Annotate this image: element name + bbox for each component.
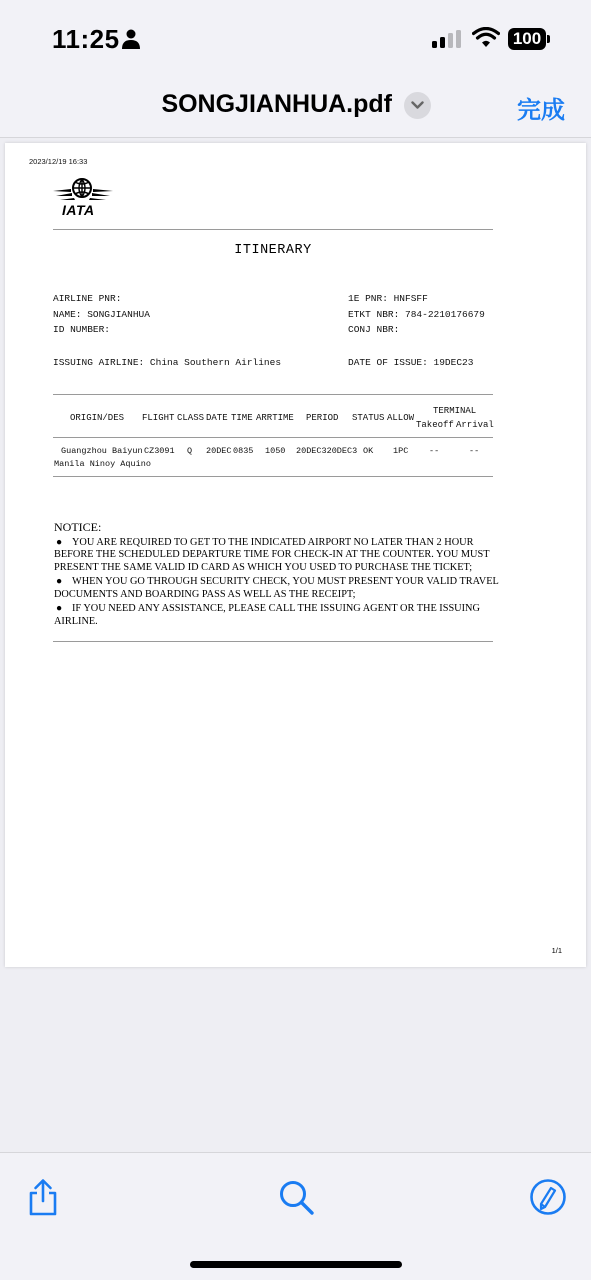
passenger-name: NAME: SONGJIANHUA (53, 309, 150, 320)
cell-origin: Guangzhou Baiyun (61, 446, 143, 456)
col-arrtime: ARRTIME (256, 413, 294, 423)
markup-icon[interactable] (528, 1177, 568, 1217)
cell-arrtime: 1050 (265, 446, 286, 456)
col-time: TIME (231, 413, 253, 423)
person-icon (122, 29, 140, 49)
page-number: 1/1 (551, 946, 562, 955)
iata-logo (53, 177, 113, 219)
title-menu-button[interactable] (404, 92, 431, 119)
col-date: DATE (206, 413, 228, 423)
status-bar (0, 0, 591, 78)
notice-item: ● WHEN YOU GO THROUGH SECURITY CHECK, YOU MUST PRESENT YOUR VALID TRAVEL DOCUMENTS AND BOARDING PASS AS WELL AS THE RECEIPT; (54, 576, 499, 600)
cell-time: 0835 (233, 446, 254, 456)
col-status: STATUS (352, 413, 385, 423)
notice-item: ● IF YOU NEED ANY ASSISTANCE, PLEASE CALL THE ISSUING AGENT OR THE ISSUING AIRLINE. (54, 603, 480, 627)
cell-date: 20DEC (206, 446, 232, 456)
notice-bottom-rule (53, 641, 493, 642)
table-header-rule (53, 437, 493, 438)
battery-level: 100 (508, 28, 546, 50)
status-time: 11:25 (52, 24, 120, 54)
col-origin-des: ORIGIN/DES (70, 413, 125, 423)
cell-allow: 1PC (393, 446, 409, 456)
col-period: PERIOD (306, 413, 339, 423)
logo-text: IATA (62, 202, 95, 218)
col-takeoff: Takeoff (416, 420, 454, 430)
col-allow: ALLOW (387, 413, 415, 423)
table-top-rule (53, 394, 493, 395)
cell-class: Q (187, 446, 193, 456)
notice-section (54, 521, 504, 630)
home-indicator[interactable] (190, 1261, 402, 1268)
1e-pnr: 1E PNR: HNFSFF (348, 293, 428, 304)
table-bottom-rule (53, 476, 493, 477)
notice-item: ● YOU ARE REQUIRED TO GET TO THE INDICATED AIRPORT NO LATER THAN 2 HOUR BEFORE THE SCHEDULED DEPARTURE TIME FOR CHECK-IN AT THE COUNTER. YOU MUST PRESENT THE SAME VALID ID CARD AS WHICH YOU USED TO PURCHASE THE TICKET; (54, 536, 490, 573)
airline-pnr: AIRLINE PNR: (53, 293, 122, 304)
col-class: CLASS (177, 413, 205, 423)
print-timestamp: 2023/12/19 16:33 (29, 157, 88, 166)
pdf-page[interactable] (5, 143, 586, 967)
col-terminal: TERMINAL (433, 406, 477, 416)
cell-flight: CZ3091 (144, 446, 175, 456)
col-arrival: Arrival (456, 420, 494, 430)
divider (53, 229, 493, 230)
battery-icon (508, 28, 550, 50)
share-icon[interactable] (23, 1177, 63, 1217)
cell-arrival: -- (469, 446, 480, 456)
signal-icon (432, 30, 462, 48)
document-title[interactable]: SONGJIANHUA.pdf (161, 90, 392, 118)
chevron-down-icon (411, 101, 424, 110)
nav-bar (0, 78, 591, 138)
notice-title: NOTICE: (54, 520, 102, 534)
id-number: ID NUMBER: (53, 324, 111, 335)
wifi-icon (472, 27, 500, 49)
date-of-issue: DATE OF ISSUE: 19DEC23 (348, 357, 474, 368)
cell-period: 20DEC320DEC3 (296, 446, 358, 456)
search-icon[interactable] (276, 1177, 316, 1217)
cell-destination: Manila Ninoy Aquino (54, 459, 151, 469)
document-heading: ITINERARY (234, 243, 312, 258)
col-flight: FLIGHT (142, 413, 175, 423)
issuing-airline: ISSUING AIRLINE: China Southern Airlines (53, 357, 282, 368)
globe-icon (53, 177, 113, 205)
conj-number: CONJ NBR: (348, 324, 400, 335)
etkt-number: ETKT NBR: 784-2210176679 (348, 309, 485, 320)
done-button[interactable]: 完成 (517, 96, 565, 124)
cell-status: OK (363, 446, 374, 456)
cell-takeoff: -- (429, 446, 440, 456)
